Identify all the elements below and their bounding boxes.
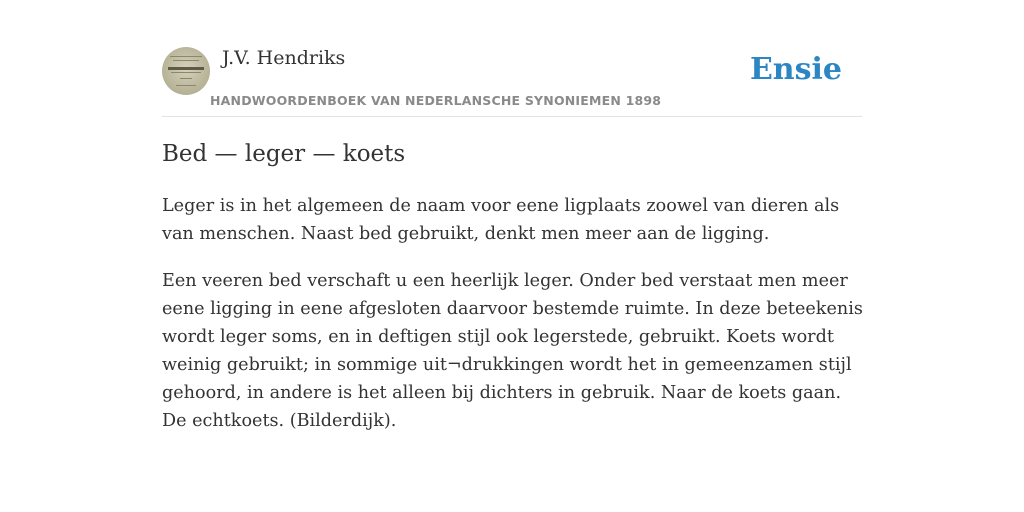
entry-paragraph-2: Een veeren bed verschaft u een heerlijk leger. Onder bed verstaat men meer eene ligging in eene afgesloten daarvoor bestemde ruimte. In deze beteekenis wordt leger soms, en in deftigen stijl ook legerstede, gebruikt. Koets wordt weinig gebruikt; in sommige uit¬drukkingen wordt het in gemeenzamen stijl gehoord, in andere is het alleen bij dichters in gebruik. Naar de koets gaan. De echtkoets. (Bilderdijk). <box>162 271 863 431</box>
entry-title: Bed — leger — koets <box>162 141 406 167</box>
source-title[interactable]: HANDWOORDENBOEK VAN NEDERLANSCHE SYNONIEMEN 1898 <box>210 93 662 108</box>
entry-header <box>162 46 862 117</box>
author-name[interactable]: J.V. Hendriks <box>222 47 346 69</box>
entry-body <box>162 192 864 454</box>
ensie-logo[interactable]: Ensie <box>749 52 842 87</box>
entry-paragraph-1: Leger is in het algemeen de naam voor eene ligplaats zoowel van dieren als van menschen. Naast bed gebruikt, denkt men meer aan de ligging. <box>162 196 840 244</box>
book-cover-avatar[interactable] <box>162 47 210 95</box>
book-cover-icon <box>162 47 210 95</box>
